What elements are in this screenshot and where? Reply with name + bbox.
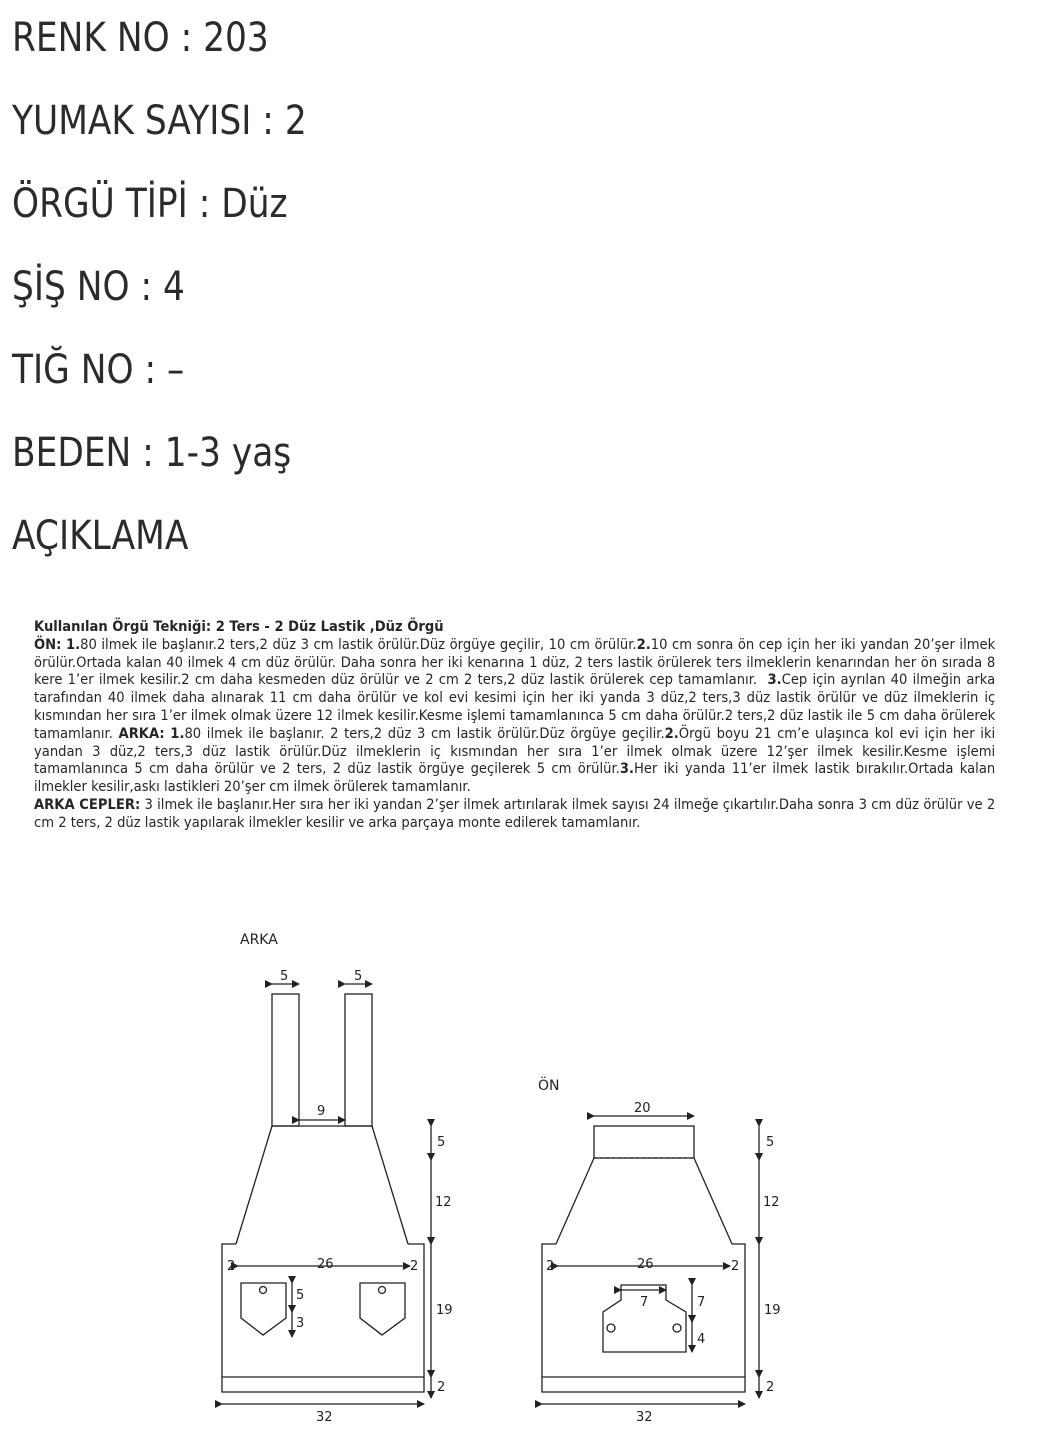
on-side-right-label: 2 <box>731 1259 740 1274</box>
on-pocket-h1-label: 7 <box>697 1295 706 1310</box>
arka-pocket-h2-label: 3 <box>296 1316 305 1331</box>
on-label: ÖN: <box>34 635 62 653</box>
arka-body-h-label: 19 <box>436 1303 453 1318</box>
on-bottom-h-label: 2 <box>766 1380 775 1395</box>
spec-tig: TIĞ NO : – <box>12 347 185 393</box>
spec-orgu-tipi: ÖRGÜ TİPİ : Düz <box>12 181 288 227</box>
arka-title: ARKA <box>240 932 278 948</box>
arka-strap-left <box>272 994 299 1126</box>
technique-title: Kullanılan Örgü Tekniği: 2 Ters - 2 Düz Lastik ,Düz Örgü <box>34 618 444 635</box>
on-pocket-w-label: 7 <box>640 1295 649 1310</box>
arka-top-h-label: 5 <box>437 1135 446 1150</box>
instructions-text <box>34 618 995 832</box>
on-top-h-label: 5 <box>766 1135 775 1150</box>
arka-mid-h-label: 12 <box>435 1195 452 1210</box>
spec-sis: ŞİŞ NO : 4 <box>12 264 185 310</box>
arka-strap-right-label: 5 <box>354 969 363 984</box>
spec-yumak: YUMAK SAYISI : 2 <box>12 98 307 144</box>
on-top-w-label: 20 <box>634 1101 651 1116</box>
spec-renk: RENK NO : 203 <box>12 15 269 61</box>
arka-gap-label: 9 <box>317 1104 326 1119</box>
on-width-bottom-label: 32 <box>636 1410 653 1425</box>
arka-width-bottom-label: 32 <box>316 1410 333 1425</box>
on-title: ÖN <box>538 1078 560 1094</box>
arka-width-top-label: 26 <box>317 1257 334 1272</box>
arka-side-right-label: 2 <box>410 1259 419 1274</box>
arka-pocket-right <box>360 1283 405 1335</box>
on-side-left-label: 2 <box>546 1259 555 1274</box>
arka-pocket-h1-label: 5 <box>296 1288 305 1303</box>
arka-pocket-left <box>241 1283 286 1335</box>
arka-bottom-h-label: 2 <box>437 1380 446 1395</box>
arka-strap-left-label: 5 <box>280 969 289 984</box>
arka-label: ARKA: <box>118 724 165 742</box>
instructions-paragraph: ÖN: 1.80 ilmek ile başlanır.2 ters,2 düz 3 cm lastik örülür.Düz örgüye geçilir, 10 cm örülür.2.10 cm sonra ön cep için her iki yandan 20’şer ilmek örülür.Ortada kalan 40 ilmek 4 cm düz örülür. Daha sonra her iki kenarına 1 düz, 2 ters lastik örülerek ters ilmeklerin kenarından her ön sırada 8 kere 1’er ilmek kesilir.2 cm daha kesmeden düz örülür ve 2 cm 2 ters,2 düz lastik örülerek cep tamamlanır. 3.Cep için ayrılan 40 ilmeğin arka tarafından 40 ilmek daha alınarak 11 cm daha örülür ve kol evi kesimi için her iki yanda 3 düz,2 ters,3 düz lastik örülür ve düz ilmeklerin iç kısmından her sıra 1’er ilmek olmak üzere 12 ilmek kesilir.Kesme işlemi tamamlanınca 5 cm daha örülür.2 ters,2 düz lastik ile 5 cm daha örülerek tamamlanır. ARKA: 1.80 ilmek ile başlanır. 2 ters,2 düz 3 cm lastik örülür.Düz örgüye geçilir.2.Örgü boyu 21 cm’e ulaşınca kol evi için her iki yandan 3 düz,2 ters,3 düz lastik örülür.Düz ilmeklerin iç kısmından her sıra 1’er ilmek olmak üzere 12’şer ilmek kesilir.Kesme işlemi tamamlanınca 5 cm daha örülür ve 2 ters, 2 düz lastik örgüye geçilerek 5 cm örülür.3.Her iki yanda 11’er ilmek lastik bırakılır.Ortada kalan ilmekler kesilir,askı lastikleri 20’şer cm ilmek örülerek tamamlanır. <box>34 635 996 796</box>
diagram-on <box>538 1076 781 1425</box>
spec-beden: BEDEN : 1-3 yaş <box>12 430 292 476</box>
arka-side-left-label: 2 <box>227 1259 236 1274</box>
cepler-paragraph: ARKA CEPLER: 3 ilmek ile başlanır.Her sıra her iki yandan 2’şer ilmek artırılarak ilmek sayısı 24 ilmeğe çıkartılır.Daha sonra 3 cm düz örülür ve 2 cm 2 ters, 2 düz lastik yapılarak ilmekler kesilir ve arka parçaya monte edilerek tamamlanır. <box>34 795 996 831</box>
on-pocket-h2-label: 4 <box>697 1332 706 1347</box>
cepler-label: ARKA CEPLER: <box>34 795 141 813</box>
on-bib <box>594 1126 694 1158</box>
on-width-top-label: 26 <box>637 1257 654 1272</box>
on-mid-h-label: 12 <box>763 1195 780 1210</box>
spec-aciklama: AÇIKLAMA <box>12 513 189 559</box>
arka-strap-right <box>345 994 372 1126</box>
diagram-arka <box>222 932 453 1425</box>
schematic-diagrams <box>0 890 1060 1450</box>
on-body-h-label: 19 <box>764 1303 781 1318</box>
